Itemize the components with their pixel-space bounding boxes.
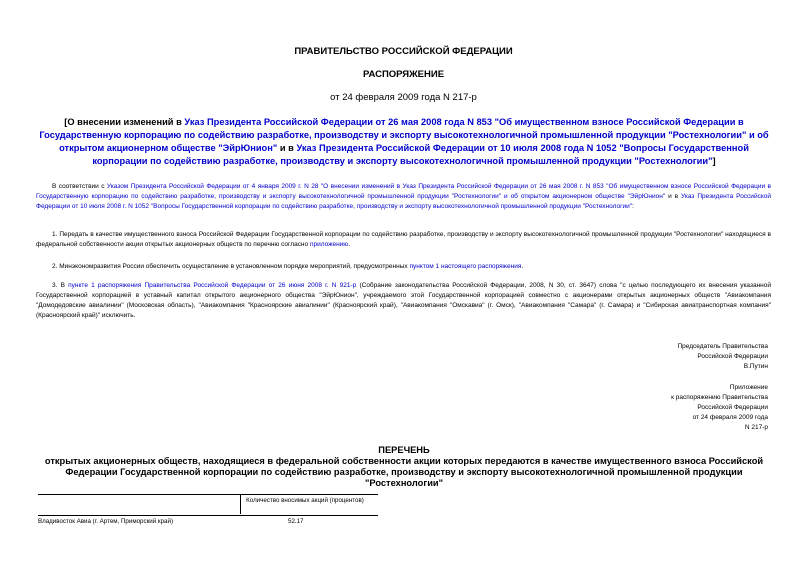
list-title-heading: ПЕРЕЧЕНЬ	[378, 445, 430, 455]
item-3-link-order-921[interactable]: пункте 1 распоряжения Правительства Российской Федерации от 26 июня 2008 г. N 921-р	[68, 282, 357, 289]
doc-type-heading: РАСПОРЯЖЕНИЕ	[362, 69, 445, 80]
item-3-text-b: (Собрание законодательства Российской Федерации, 2008, N 30, ст. 3647) слова "с целью последующего их внесения указанной Государственной корпорацией в уставный капитал открытого акционерного общества "ЭйрЮнион", учреждаемого этой Государственной корпорацией совместно с акционерами открытых акционерных обществ "Авиакомпания "Домодедовские авиалинии" (Московская область), "Авиакомпания "Красноярские авиалинии" (Красноярский край), "Авиакомпания "Омскавиа" (г. Омск), "Авиакомпания "Самара" (г. Самара) и "Сибирская авиатранспортная компания" (Красноярский край)" исключить.	[36, 282, 771, 319]
date-number-heading: от 24 февраля 2009 года N 217-р	[330, 92, 477, 103]
appendix-line-2: к распоряжению Правительства	[671, 394, 768, 401]
table-row-share-value: 52.17	[288, 518, 304, 525]
table-header-border	[38, 515, 378, 516]
title-text-1: [О внесении изменений в	[64, 117, 185, 127]
preamble-link-decree-1052[interactable]: Указ Президента Российской Федерации от 10 июля 2008 г. N 1052 "Вопросы Государственной корпорации по содействию разработке, производству и экспорту высокотехнологичной промышленной продукции "Ростехнологии"	[36, 193, 771, 210]
signature-line-1: Председатель Правительства	[677, 343, 768, 350]
table-row-company-name: Владивосток Авиа (г. Артем, Приморский край)	[38, 518, 174, 525]
document-title	[36, 116, 772, 168]
item-3-text-a: 3. В	[52, 282, 69, 289]
paragraph-item-2	[36, 262, 771, 272]
title-text-2: и в	[277, 143, 297, 153]
list-title	[30, 445, 778, 489]
item-2-text-b: .	[521, 263, 524, 270]
paragraph-item-3	[36, 281, 771, 321]
appendix-block	[568, 383, 768, 433]
signature-line-3: В.Путин	[743, 363, 768, 370]
table-header-shares: Количество вносимых акций (процентов)	[246, 497, 364, 504]
title-link-decree-853[interactable]: Указ Президента Российской Федерации от 26 мая 2008 года N 853 "Об имущественном взносе Российской Федерации в Государственную корпорацию по содействию разработке, производству и экспорту высокотехнологичной промышленной продукции "Ростехнологии" и об открытом акционерном обществе "ЭйрЮнион"	[39, 117, 769, 153]
paragraph-item-1	[36, 230, 771, 250]
org-heading: ПРАВИТЕЛЬСТВО РОССИЙСКОЙ ФЕДЕРАЦИИ	[294, 46, 513, 57]
item-2-link-point-1[interactable]: пунктом 1 настоящего распоряжения	[409, 263, 522, 270]
item-1-text-a: 1. Передать в качестве имущественного взноса Российской Федерации Государственной корпорации по содействию разработке, производству и экспорту высокотехнологичной промышленной продукции "Ростехнологии" находящиеся в федеральной собственности акции открытых акционерных обществ по перечню согласно	[36, 231, 771, 248]
table-top-border	[38, 494, 378, 495]
item-1-text-b: .	[348, 241, 350, 248]
preamble-text-b: и в	[665, 193, 682, 200]
item-2-text-a: 2. Минэкономразвития России обеспечить осуществление в установленном порядке мероприятий, предусмотренных	[52, 263, 410, 270]
appendix-line-1: Приложение	[729, 384, 768, 391]
preamble-text-c: :	[632, 203, 634, 210]
appendix-line-3: Российской Федерации	[697, 404, 768, 411]
list-title-subheading: открытых акционерных обществ, находящиеся в федеральной собственности акции которых передаются в качестве имущественного взноса Российской Федерации Государственной корпорации по содействию разработке, производству и экспорту высокотехнологичной промышленной продукции "Ростехнологии"	[44, 456, 764, 488]
appendix-line-5: N 217-р	[744, 424, 768, 431]
title-text-3: ]	[712, 156, 716, 166]
signature-line-2: Российской Федерации	[697, 353, 768, 360]
appendix-line-4: от 24 февраля 2009 года	[692, 414, 768, 421]
preamble-text-a: В соответствии с	[52, 183, 107, 190]
preamble-link-decree-28[interactable]: Указом Президента Российской Федерации от 4 января 2009 г. N 28 "О внесении изменений в Указ Президента Российской Федерации от 26 мая 2008 г. N 853 "Об имущественном взносе Российской Федерации в Государственную корпорацию по содействию разработке, производству и экспорту высокотехнологичной промышленной продукции "Ростехнологии" и об открытом акционерном обществе "ЭйрЮнион"	[36, 183, 771, 200]
item-1-link-appendix[interactable]: приложению	[309, 241, 349, 248]
signature-block	[568, 342, 768, 372]
title-link-decree-1052[interactable]: Указ Президента Российской Федерации от 10 июля 2008 года N 1052 "Вопросы Государственной корпорации по содействию разработке, производству и экспорту высокотехнологичной промышленной продукции "Ростехнологии"	[92, 143, 749, 166]
paragraph-preamble	[36, 182, 771, 212]
